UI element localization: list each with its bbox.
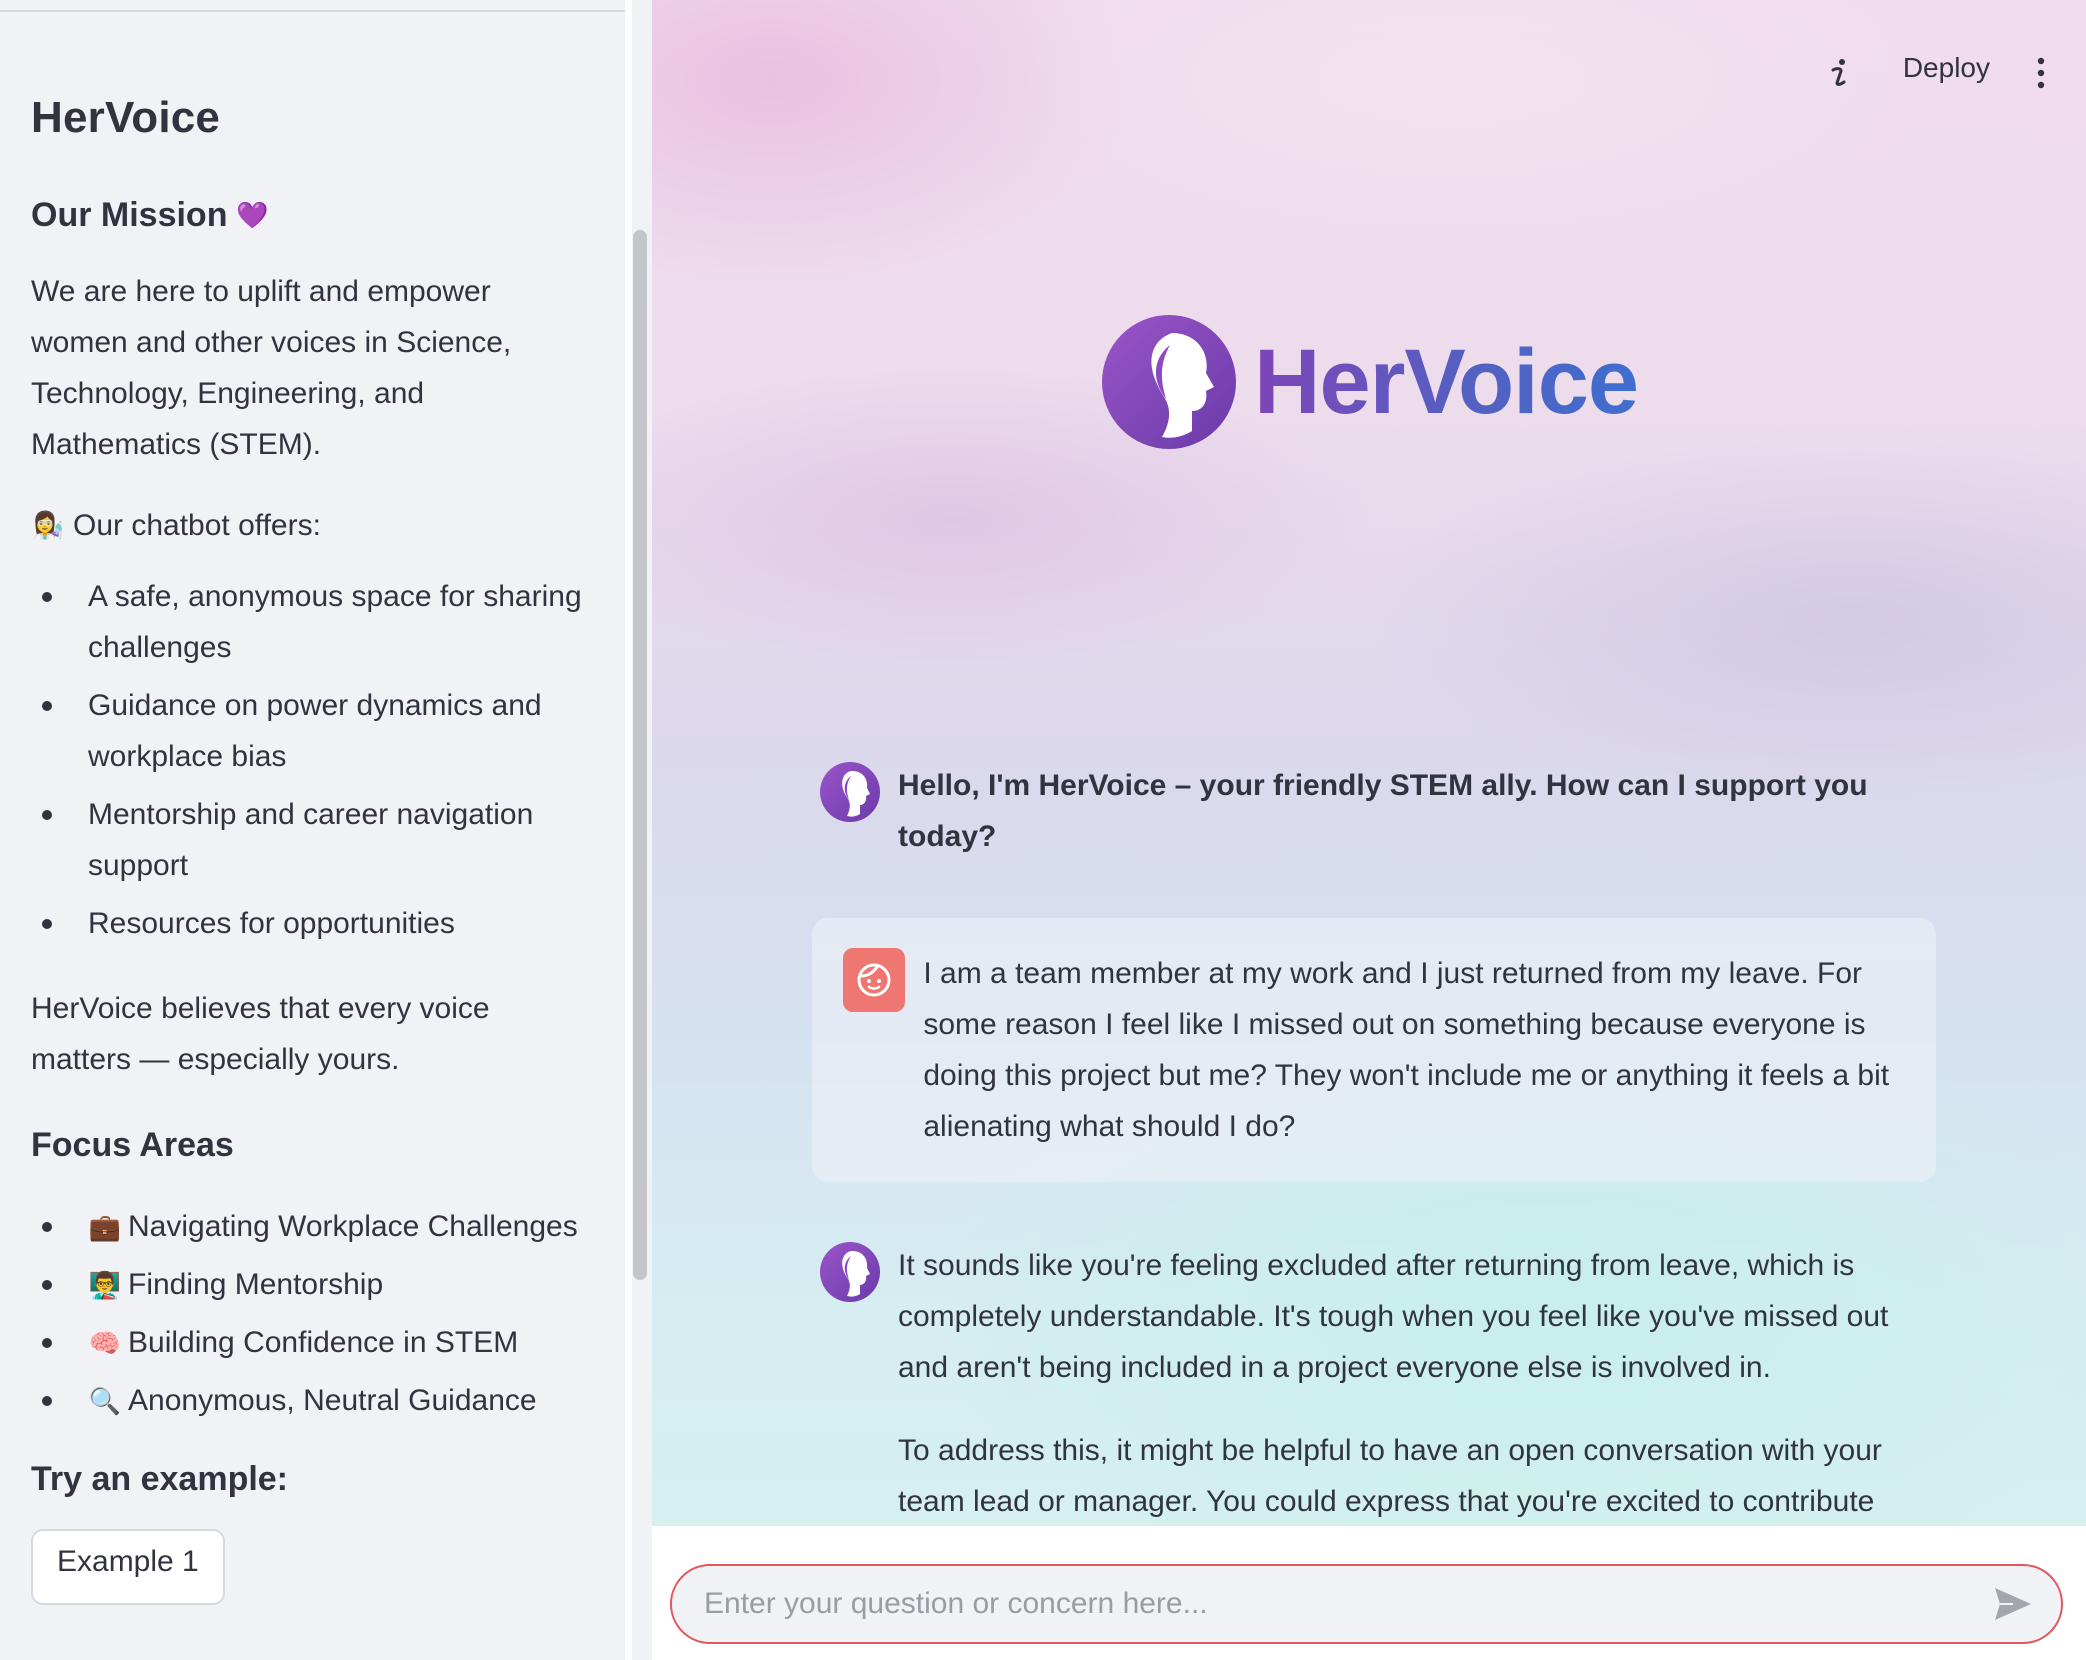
list-item — [31, 1259, 591, 1310]
purple-heart-icon: 💜 — [236, 200, 269, 231]
user-avatar — [843, 948, 905, 1012]
hervoice-logo — [1102, 315, 1638, 449]
sidebar-divider — [0, 10, 625, 12]
list-item: Mentorship and career navigation support — [31, 789, 591, 891]
focus-label: Anonymous, Neutral Guidance — [128, 1384, 537, 1418]
logo-text: HerVoice — [1254, 331, 1639, 433]
send-icon — [1993, 1586, 2033, 1622]
offers-intro-text: Our chatbot offers: — [73, 508, 321, 542]
list-item: Resources for opportunities — [31, 898, 591, 949]
assistant-message-text: Hello, I'm HerVoice – your friendly STEM ally. How can I support you today? — [898, 769, 1868, 853]
chat-input[interactable] — [672, 1566, 1983, 1642]
focus-list — [31, 1201, 591, 1426]
assistant-message — [812, 1240, 1936, 1559]
assistant-message — [812, 760, 1936, 862]
list-item: A safe, anonymous space for sharing challenges — [31, 571, 591, 673]
offers-list — [31, 571, 591, 949]
deploy-button[interactable]: Deploy — [1902, 52, 1990, 83]
sidebar-content — [31, 92, 591, 1605]
focus-label: Finding Mentorship — [128, 1268, 384, 1302]
assistant-avatar-icon — [820, 762, 880, 822]
scientist-icon: 👩‍🔬 — [31, 510, 65, 541]
mission-text: We are here to uplift and empower women and other voices in Science, Technology, Engineering, and Mathematics (STEM). — [31, 274, 512, 461]
brain-icon: 🧠 — [88, 1327, 122, 1358]
list-item — [31, 1375, 591, 1426]
info-icon[interactable] — [1822, 56, 1856, 90]
assistant-message-text — [898, 1240, 1898, 1559]
list-item — [31, 1201, 591, 1252]
list-item: Guidance on power dynamics and workplace bias — [31, 680, 591, 782]
sidebar — [0, 0, 625, 1660]
list-item — [31, 1317, 591, 1368]
user-face-icon — [855, 961, 893, 999]
sidebar-scrollbar-thumb[interactable] — [633, 230, 647, 1280]
mission-heading-text: Our Mission — [31, 195, 228, 234]
main-area — [652, 0, 2086, 1660]
magnifier-icon: 🔍 — [88, 1385, 122, 1416]
more-vertical-icon[interactable] — [2034, 56, 2048, 90]
focus-heading: Focus Areas — [31, 1125, 234, 1164]
focus-label: Navigating Workplace Challenges — [128, 1210, 578, 1244]
focus-label: Building Confidence in STEM — [128, 1326, 519, 1360]
chat-input-container — [670, 1564, 2063, 1644]
chat-history — [812, 760, 1936, 1559]
belief-text: HerVoice believes that every voice matters — especially yours. — [31, 991, 490, 1076]
mission-heading — [31, 195, 591, 236]
assistant-paragraph: It sounds like you're feeling excluded after returning from leave, which is completely understandable. It's tough when you feel like you've missed out and aren't being included in a project everyone else is involved in. — [898, 1249, 1889, 1384]
offers-intro — [31, 500, 591, 551]
example-1-button[interactable]: Example 1 — [31, 1529, 225, 1605]
user-message — [812, 918, 1936, 1182]
woman-profile-logo-icon — [1102, 315, 1236, 449]
send-button[interactable] — [1983, 1574, 2043, 1634]
user-message-text: I am a team member at my work and I just returned from my leave. For some reason I feel like I missed out on something because everyone is doing this project but me? They won't include me or anything it feels a bit alienating what should I do? — [923, 957, 1890, 1143]
teacher-icon: 👨‍🏫 — [88, 1269, 122, 1300]
try-example-heading: Try an example: — [31, 1460, 289, 1499]
assistant-paragraph: To address this, it might be helpful to have an open conversation with your team lead or manager. You could express that you're excited to contribute — [898, 1434, 1882, 1518]
sidebar-title: HerVoice — [31, 93, 221, 142]
briefcase-icon: 💼 — [88, 1211, 122, 1242]
chat-input-bar — [652, 1526, 2086, 1660]
assistant-avatar-icon — [820, 1242, 880, 1302]
